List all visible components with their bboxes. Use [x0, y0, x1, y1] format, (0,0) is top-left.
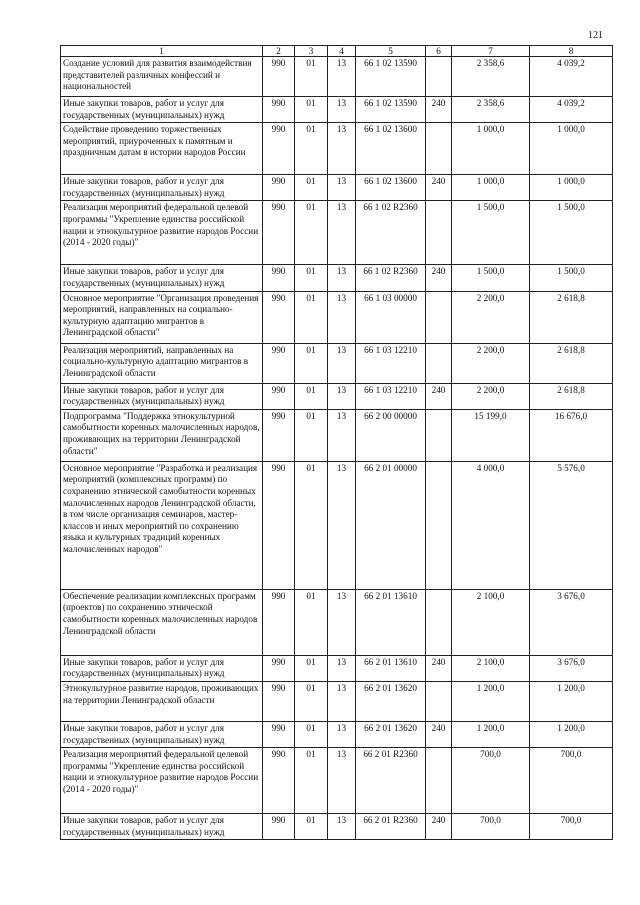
row-ved-code: 990	[263, 748, 295, 814]
row-name: Иные закупки товаров, работ и услуг для государственных (муниципальных) нужд	[61, 655, 263, 681]
row-amount-1: 1 200,0	[452, 721, 530, 747]
row-amount-1: 2 100,0	[452, 589, 530, 655]
row-target-code: 66 1 02 13600	[356, 123, 426, 175]
row-ved-code: 990	[263, 57, 295, 97]
row-subsection-code: 13	[328, 383, 356, 409]
row-section-code: 01	[295, 383, 328, 409]
row-expense-type: 240	[426, 265, 452, 291]
row-section-code: 01	[295, 814, 328, 840]
row-section-code: 01	[295, 343, 328, 383]
row-subsection-code: 13	[328, 201, 356, 265]
row-target-code: 66 2 01 13610	[356, 589, 426, 655]
row-target-code: 66 1 03 00000	[356, 291, 426, 343]
budget-table	[60, 45, 613, 840]
row-subsection-code: 13	[328, 265, 356, 291]
row-amount-1: 1 500,0	[452, 265, 530, 291]
row-target-code: 66 2 01 R2360	[356, 748, 426, 814]
row-subsection-code: 13	[328, 291, 356, 343]
row-subsection-code: 13	[328, 343, 356, 383]
row-amount-2: 4 039,2	[530, 97, 613, 123]
header-col-7: 7	[452, 46, 530, 57]
row-section-code: 01	[295, 409, 328, 461]
row-amount-1: 2 358,6	[452, 97, 530, 123]
row-name: Иные закупки товаров, работ и услуг для государственных (муниципальных) нужд	[61, 175, 263, 201]
row-amount-1: 1 000,0	[452, 123, 530, 175]
row-section-code: 01	[295, 175, 328, 201]
row-amount-1: 1 000,0	[452, 175, 530, 201]
row-subsection-code: 13	[328, 175, 356, 201]
header-col-8: 8	[530, 46, 613, 57]
row-section-code: 01	[295, 123, 328, 175]
row-section-code: 01	[295, 681, 328, 721]
row-ved-code: 990	[263, 175, 295, 201]
row-name: Основное мероприятие "Разработка и реализация мероприятий (комплексных программ) по сохранению этнической самобытности коренных малочисленных народов Ленинградской области, в том числе организация семинаров, мастер-классов и иных мероприятий по сохранению языка и культурных традиций коренных малочисленных народов"	[61, 461, 263, 589]
row-amount-1: 700,0	[452, 814, 530, 840]
row-subsection-code: 13	[328, 748, 356, 814]
table-row	[61, 201, 613, 265]
row-subsection-code: 13	[328, 681, 356, 721]
row-amount-1: 700,0	[452, 748, 530, 814]
row-section-code: 01	[295, 748, 328, 814]
row-ved-code: 990	[263, 721, 295, 747]
row-subsection-code: 13	[328, 814, 356, 840]
row-name: Иные закупки товаров, работ и услуг для государственных (муниципальных) нужд	[61, 265, 263, 291]
header-col-1: 1	[61, 46, 263, 57]
row-name: Этнокультурное развитие народов, проживающих на территории Ленинградской области	[61, 681, 263, 721]
table-row	[61, 721, 613, 747]
row-amount-1: 2 200,0	[452, 383, 530, 409]
row-target-code: 66 1 02 13590	[356, 57, 426, 97]
row-name: Обеспечение реализации комплексных программ (проектов) по сохранению этнической самобытности коренных малочисленных народов Ленинградской области	[61, 589, 263, 655]
row-section-code: 01	[295, 655, 328, 681]
row-amount-2: 3 676,0	[530, 589, 613, 655]
header-col-6: 6	[426, 46, 452, 57]
header-col-3: 3	[295, 46, 328, 57]
row-amount-2: 1 500,0	[530, 201, 613, 265]
row-name: Реализация мероприятий федеральной целевой программы "Укрепление единства российской нации и этнокультурное развитие народов России (2014 - 2020 годы)"	[61, 748, 263, 814]
row-amount-2: 2 618,8	[530, 343, 613, 383]
row-name: Реализация мероприятий, направленных на социально-культурную адаптацию мигрантов в Ленинградской области	[61, 343, 263, 383]
page-number: 121	[588, 30, 603, 41]
row-ved-code: 990	[263, 291, 295, 343]
row-amount-1: 1 500,0	[452, 201, 530, 265]
row-target-code: 66 1 02 13590	[356, 97, 426, 123]
table-row	[61, 655, 613, 681]
row-amount-1: 4 000,0	[452, 461, 530, 589]
row-target-code: 66 1 02 R2360	[356, 265, 426, 291]
table-row	[61, 409, 613, 461]
row-target-code: 66 2 00 00000	[356, 409, 426, 461]
row-expense-type	[426, 57, 452, 97]
table-row	[61, 383, 613, 409]
row-name: Реализация мероприятий федеральной целевой программы "Укрепление единства российской нации и этнокультурное развитие народов России (2014 - 2020 годы)"	[61, 201, 263, 265]
row-expense-type	[426, 291, 452, 343]
row-amount-2: 2 618,8	[530, 383, 613, 409]
row-expense-type: 240	[426, 97, 452, 123]
row-section-code: 01	[295, 291, 328, 343]
header-col-2: 2	[263, 46, 295, 57]
row-ved-code: 990	[263, 409, 295, 461]
row-amount-2: 1 200,0	[530, 721, 613, 747]
row-target-code: 66 1 02 13600	[356, 175, 426, 201]
row-target-code: 66 2 01 R2360	[356, 814, 426, 840]
table-row	[61, 461, 613, 589]
table-row	[61, 681, 613, 721]
row-amount-2: 4 039,2	[530, 57, 613, 97]
row-section-code: 01	[295, 97, 328, 123]
row-amount-2: 3 676,0	[530, 655, 613, 681]
row-ved-code: 990	[263, 681, 295, 721]
row-amount-2: 1 500,0	[530, 265, 613, 291]
row-amount-2: 1 000,0	[530, 175, 613, 201]
row-ved-code: 990	[263, 814, 295, 840]
table-row	[61, 265, 613, 291]
row-subsection-code: 13	[328, 123, 356, 175]
row-amount-2: 700,0	[530, 814, 613, 840]
row-ved-code: 990	[263, 123, 295, 175]
row-ved-code: 990	[263, 97, 295, 123]
row-subsection-code: 13	[328, 721, 356, 747]
row-expense-type	[426, 681, 452, 721]
row-expense-type	[426, 748, 452, 814]
row-subsection-code: 13	[328, 97, 356, 123]
row-amount-2: 1 000,0	[530, 123, 613, 175]
row-section-code: 01	[295, 201, 328, 265]
row-name: Иные закупки товаров, работ и услуг для государственных (муниципальных) нужд	[61, 383, 263, 409]
row-ved-code: 990	[263, 265, 295, 291]
row-section-code: 01	[295, 265, 328, 291]
row-name: Содействие проведению торжественных мероприятий, приуроченных к памятным и праздничным датам в истории народов России	[61, 123, 263, 175]
row-ved-code: 990	[263, 461, 295, 589]
row-expense-type: 240	[426, 175, 452, 201]
row-subsection-code: 13	[328, 409, 356, 461]
row-section-code: 01	[295, 589, 328, 655]
row-expense-type: 240	[426, 655, 452, 681]
row-ved-code: 990	[263, 655, 295, 681]
row-amount-1: 1 200,0	[452, 681, 530, 721]
row-name: Создание условий для развития взаимодействия представителей различных конфессий и национальностей	[61, 57, 263, 97]
row-target-code: 66 2 01 13620	[356, 681, 426, 721]
row-amount-2: 16 676,0	[530, 409, 613, 461]
row-name: Иные закупки товаров, работ и услуг для государственных (муниципальных) нужд	[61, 97, 263, 123]
row-ved-code: 990	[263, 201, 295, 265]
row-name: Основное мероприятие "Организация проведения мероприятий, направленных на социально-культурную адаптацию мигрантов в Ленинградской области"	[61, 291, 263, 343]
row-amount-2: 2 618,8	[530, 291, 613, 343]
row-name: Иные закупки товаров, работ и услуг для государственных (муниципальных) нужд	[61, 814, 263, 840]
row-ved-code: 990	[263, 589, 295, 655]
row-amount-1: 2 200,0	[452, 343, 530, 383]
row-ved-code: 990	[263, 383, 295, 409]
row-expense-type	[426, 409, 452, 461]
row-expense-type	[426, 589, 452, 655]
row-amount-1: 2 200,0	[452, 291, 530, 343]
row-section-code: 01	[295, 461, 328, 589]
row-expense-type: 240	[426, 721, 452, 747]
table-row	[61, 343, 613, 383]
table-row	[61, 589, 613, 655]
row-target-code: 66 2 01 00000	[356, 461, 426, 589]
table-row	[61, 748, 613, 814]
row-expense-type	[426, 123, 452, 175]
row-amount-1: 2 100,0	[452, 655, 530, 681]
table-row	[61, 123, 613, 175]
row-subsection-code: 13	[328, 589, 356, 655]
row-target-code: 66 1 03 12210	[356, 343, 426, 383]
row-name: Подпрограмма "Поддержка этнокультурной самобытности коренных малочисленных народов, проживающих на территории Ленинградской области"	[61, 409, 263, 461]
row-target-code: 66 1 02 R2360	[356, 201, 426, 265]
row-subsection-code: 13	[328, 57, 356, 97]
row-amount-2: 5 576,0	[530, 461, 613, 589]
row-expense-type: 240	[426, 383, 452, 409]
row-target-code: 66 2 01 13620	[356, 721, 426, 747]
row-amount-1: 2 358,6	[452, 57, 530, 97]
row-name: Иные закупки товаров, работ и услуг для государственных (муниципальных) нужд	[61, 721, 263, 747]
table-row	[61, 97, 613, 123]
row-ved-code: 990	[263, 343, 295, 383]
row-amount-2: 700,0	[530, 748, 613, 814]
row-subsection-code: 13	[328, 461, 356, 589]
row-target-code: 66 2 01 13610	[356, 655, 426, 681]
table-row	[61, 57, 613, 97]
table-row	[61, 814, 613, 840]
row-expense-type: 240	[426, 814, 452, 840]
row-expense-type	[426, 343, 452, 383]
row-expense-type	[426, 201, 452, 265]
row-amount-2: 1 200,0	[530, 681, 613, 721]
row-expense-type	[426, 461, 452, 589]
table-row	[61, 175, 613, 201]
row-section-code: 01	[295, 57, 328, 97]
header-col-5: 5	[356, 46, 426, 57]
table-row	[61, 291, 613, 343]
row-section-code: 01	[295, 721, 328, 747]
row-amount-1: 15 199,0	[452, 409, 530, 461]
header-row	[61, 46, 613, 57]
row-target-code: 66 1 03 12210	[356, 383, 426, 409]
header-col-4: 4	[328, 46, 356, 57]
row-subsection-code: 13	[328, 655, 356, 681]
